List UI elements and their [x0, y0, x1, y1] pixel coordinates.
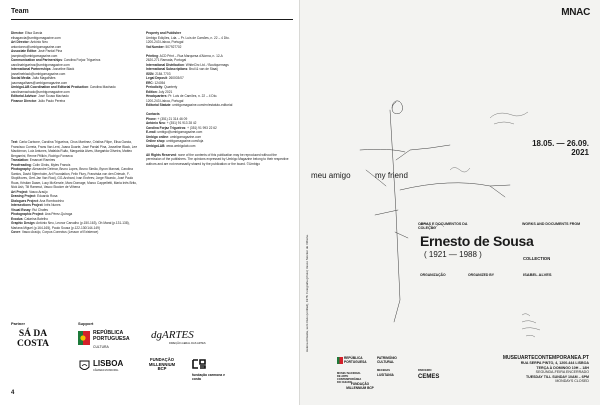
publisher-entry-role: Online shop [146, 139, 165, 143]
team-entry: Editorial Advisor: José Sousa Machado [11, 94, 69, 98]
publisher-entry-value: umbigomagazine.com [169, 134, 202, 139]
sponsor-cemes: CEMES [418, 374, 440, 380]
team-entry-value: carolinamachado@umbigomagazine.com [11, 89, 70, 94]
team-entry: Associate Editor: José Pardal Pina [11, 49, 63, 53]
publisher-entry-value: 507927702 [165, 44, 182, 49]
publisher-entry-role: Headquarters [146, 94, 167, 98]
publisher-entry: International Distribution: WhiteCirc Ltd. / Boutiquemags [146, 62, 229, 67]
top-rule [11, 19, 293, 20]
credit-entry-value: Vasco Araújo, Corpus Conectus (Lesson of Existence) [21, 230, 99, 234]
sponsor-patrimonio: PATRIMÓNIO CULTURAL [377, 356, 397, 364]
curator-name: ISABEL ALVES [523, 272, 552, 277]
sponsor-parceiro: PARCEIRO [418, 369, 432, 372]
credit-entry: Text: Carla Carbone, Carolina Trigueiros, Chus Martínez, Cristina Filipe, Elisa Garcia, Francisco Correia, Frans Van Lent, Joana Duarte, José Pardal Pina, Josseline Black, Lee Mackinnon, Luiz Antunes, Mafalda Ruão, Margarida Alves, Margarida Oliveira, Matteo Bergamini, Renne Pitlikin, Rodrigo Fonseca [11, 140, 138, 158]
lisboa-sub: CÂMARA MUNICIPAL [93, 369, 119, 372]
publisher-entry-value: umbigomagazine.com/loja [166, 139, 204, 143]
title-portuguese: meu amigo [311, 171, 351, 180]
publisher-entry-value: Umbigo Edições, Lda. – Pr. Luís de Camões, n. 22 – 4 Dto. [146, 35, 230, 40]
artist-years: ( 1921 — 1988 ) [424, 250, 482, 259]
sa-da-costa-logo: SÁ DA COSTA [16, 329, 50, 349]
publisher-entry-value: umbigo@umbigomagazine.com [157, 130, 203, 134]
team-entry-value: elisagarcia@umbigomagazine.com [11, 35, 61, 40]
credit-entry: Photographic Project: Ana Pérez-Quiroga [11, 212, 73, 216]
credits-column [11, 140, 141, 235]
publisher-entry-value: + (351) 21 314 46 09 [157, 116, 188, 121]
credit-entry-value: Vasco Araújo [29, 189, 48, 194]
publisher-entry-role: ISSN [146, 71, 154, 76]
publisher-entry-value: www.umbigolab.com [166, 143, 196, 148]
team-entry-value: João Paulo Pereira [37, 98, 66, 103]
team-entry-value: Carolina Forjaz Trigueiros [63, 58, 101, 62]
organizacao-label: ORGANIZAÇÃO [420, 273, 446, 277]
publisher-entry-value: 124054 [154, 80, 166, 85]
hours-pt: TERÇA À DOMINGO 10H – 18H [536, 365, 589, 370]
credit-entry-value: António Neu, Leonor Carvalho (p.150-163), Oh Marai (p.131-138), Mariana Miguel (p.164-165), Paulo Sousa (p.122-130/144-149) [11, 221, 130, 230]
publisher-entry-value: 1200-243 Lisboa, Portugal [146, 98, 184, 103]
support-label: Support [78, 321, 94, 326]
publisher-entry-role: Carolina Forjaz Trigueiros [146, 125, 186, 130]
title-english: my friend [375, 171, 408, 180]
credit-entry: Intersections Project: Inês Nunes [11, 203, 61, 207]
mnac-logo: MNAC [561, 7, 590, 18]
publisher-entry-role: International Subscriptions [146, 67, 188, 71]
credit-entry-role: Drawing Project [11, 194, 36, 198]
sponsor-republica: REPÚBLICA PORTUGUESA [337, 357, 371, 364]
team-title: Team [11, 8, 29, 15]
right-page [300, 0, 600, 405]
publisher-entry-role: Periodicity [146, 85, 163, 89]
team-entry-value: Elisa Garcia [25, 31, 43, 35]
credit-entry-value: Emanuel Ramires [29, 158, 56, 162]
publisher-entry: UmbigoLAB: www.umbigolab.com [146, 143, 196, 148]
credit-entry-role: Photography [11, 167, 31, 171]
lisboa-crest-icon [79, 360, 90, 372]
credit-entry: Translation: Emanuel Ramires [11, 158, 56, 162]
team-entry-value: José Pardal Pina [37, 49, 63, 53]
team-entry: Director: Elisa Garcia [11, 31, 43, 35]
republica-emblem-icon [78, 331, 90, 345]
credit-entry: Dialogues Project: Ana Rombocinho [11, 198, 64, 203]
team-entry: Social Media: João Magalhães [11, 76, 56, 80]
flag-icon [337, 357, 343, 364]
publisher-entry-value: 1200-243 Lisboa, Portugal [146, 40, 184, 44]
team-entry-role: International Partnerships [11, 67, 51, 71]
team-entry-role: Social Media [11, 76, 31, 80]
credit-entry: Drawing Project: Eduardo Rosa [11, 194, 58, 198]
team-entry: International Partnerships: Josseline Black [11, 67, 75, 71]
team-entry-value: João Magalhães [32, 76, 56, 80]
credit-entry-role: Intersections Project [11, 203, 43, 207]
publisher-entry-role: Legal Deposit [146, 76, 167, 80]
sponsor-millennium: FUNDAÇÃO MILLENNIUM BCP [346, 382, 374, 390]
team-entry: Art Director: António Neu [11, 40, 48, 44]
publisher-entry-value: Quarterly [164, 85, 178, 89]
partner-label: Partner [11, 321, 26, 326]
publisher-entry-role: Umbigo online [146, 134, 169, 139]
team-entry-value: josselineblack@umbigomagazine.com [11, 71, 66, 76]
publisher-entry: Vat Number: 507927702 [146, 44, 182, 49]
publisher-entry-role: Printing [146, 53, 159, 58]
team-entry-value: Josseline Black [52, 67, 75, 71]
team-entry-role: Editorial Advisor [11, 94, 37, 98]
team-entry-value: antonioneu@umbigomagazine.com [11, 44, 62, 49]
publisher-entry: Edition: July 2021 [146, 89, 173, 94]
carmona-costa-logo [192, 356, 232, 382]
dates-range: 18.05. — 26.09. [532, 139, 589, 148]
publisher-entry: Printing: ACD Print – Rua Marquesa d'Alorna, n. 12-A [146, 53, 223, 58]
team-entry-role: Director [11, 31, 24, 35]
millennium-logo: FUNDAÇÃO MILLENNIUM BCP [148, 357, 176, 372]
credit-entry-role: Text [11, 140, 18, 144]
publisher-entry: Headquarters: Pr. Luís de Camões, n. 22 – 4 Dto. [146, 94, 218, 98]
publisher-entry-role: Editorial Statute [146, 103, 171, 107]
credit-entry-value: Catarina Botelho [24, 216, 49, 221]
credit-entry: Photography: Alexandre Delmar, Bruno Lopes, Bruno Simão, Byron Mannat, Carolina Santos, David Stjernholm, Art Foundation, Felix Flury, Franziska von den Driesch, F-StopMoves, Gert-Jan Van Rooij, GG-Archard, Ivan Erofeev, Jorge Ricardo, José Paulo Ruas, Kristian Daam, Lucy McKenzie, Marc Domage, Marco Cappelletti, Maria Inês Brito, Nick Ash, Till Rammut, Vasco Stocker de Vilhena [11, 167, 137, 189]
credit-entry-role: Visual Essay [11, 207, 31, 212]
credit-entry-value: Inês Nunes [44, 203, 61, 207]
artist-name: Ernesto de Sousa [420, 233, 534, 249]
publisher-entry-value: WhiteCirc Ltd. / Boutiquemags [185, 62, 229, 67]
museum-website-link[interactable]: MUSEUARTECONTEMPORANEA.PT [502, 355, 589, 361]
credit-entry-role: Graphic Design [11, 221, 35, 225]
closed-en: MONDAYS CLOSED [555, 379, 589, 384]
publisher-entry: Legal Deposit: 260003/07 [146, 76, 184, 80]
publisher-entry-value: 2620-271 Ramada, Portugal [146, 58, 187, 62]
carmona-mark-icon [192, 359, 206, 369]
credit-entry-value: Ana Rombocinho [39, 198, 64, 203]
dgartes-logo [151, 330, 211, 345]
credit-entry-role: Photographic Project [11, 212, 44, 216]
publisher-entry-value: ACD Print – Rua Marquesa d'Alorna, n. 12-A [159, 53, 223, 58]
publisher-entry-role: Vat Number [146, 44, 164, 49]
publisher-entry: Online shop: umbigomagazine.com/loja [146, 139, 204, 143]
publisher-entry: ERC: 124054 [146, 80, 166, 85]
team-entry: Finance Director: João Paulo Pereira [11, 98, 66, 103]
publisher-entry: António Neu: + (351) 91 913 28 42 [146, 121, 197, 125]
publisher-entry-value: 260003/07 [168, 76, 184, 80]
credit-entry-role: Art Project [11, 189, 28, 194]
credit-entry-role: Translation [11, 158, 29, 162]
sponsor-museu: MUSEU NACIONAL DE ARTE CONTEMPORÂNEA DO CHIADO [337, 372, 362, 384]
team-entry-value: António Neu [30, 40, 48, 44]
publisher-entry: Editorial Statute: umbigomagazine.com/en/estatuto-editorial [146, 103, 233, 107]
publisher-entry: International Subscriptions: Bruil & van de Staaij [146, 67, 218, 71]
credit-entry: Visual Essay: Rui Chafes [11, 207, 48, 212]
dgartes-sub: DIREÇÃO-GERAL DAS ARTES [169, 342, 206, 345]
team-entry-value: joaomagalhaes@umbigomagazine.com [11, 80, 68, 85]
credit-entry: Art Project: Vasco Araújo [11, 189, 48, 194]
line-drawing-illustration [300, 0, 600, 405]
team-entry: UmbigoLAB Coordination and Editorial Production: Carolina Machado [11, 85, 116, 89]
publisher-entry: Umbigo online: umbigomagazine.com [146, 134, 202, 139]
publisher-entry: E-mail: umbigo@umbigomagazine.com [146, 130, 203, 134]
credit-entry-value: Eduardo Rosa [37, 194, 58, 198]
publisher-entry-value: Bruil & van de Staaij [189, 67, 218, 71]
credit-entry-value: Rui Chafes [32, 207, 48, 212]
carmona-text: fundação carmona e costa [192, 373, 225, 381]
publisher-entry-role: E-mail [146, 130, 156, 134]
republica-text: REPÚBLICA PORTUGUESA [93, 330, 130, 342]
publisher-entry-role: Contacts [146, 112, 160, 116]
hours-en: TUESDAY TILL SUNDAY 10AM – 6PM [525, 374, 589, 379]
credit-entry-value: Ana Pérez-Quiroga [44, 212, 73, 216]
credit-entry-role: Dialogues Project [11, 198, 38, 203]
publisher-entry-role: UmbigoLAB [146, 143, 165, 148]
team-entry: Communication and Partnerships: Carolina Forjaz Trigueiros [11, 58, 101, 62]
team-entry-value: carolinatrigueiros@umbigomagazine.com [11, 62, 70, 67]
property-column [146, 31, 291, 166]
credit-entry-value: Carla Carbone, Carolina Trigueiros, Chus Martínez, Cristina Filipe, Elisa Garcia, Francisco Correia, Frans Van Lent, Joana Duarte, José Pardal Pina, Josseline Black, Lee Mackinnon, Luiz Antunes, Mafalda Ruão, Margarida Alves, Margarida Oliveira, Matteo Bergamini, Renne Pitlikin, Rodrigo Fonseca [11, 140, 138, 158]
publisher-entry-value: 2184-7703 [155, 71, 171, 76]
credit-entry-value: Alexandre Delmar, Bruno Lopes, Bruno Simão, Byron Mannat, Carolina Santos, David Stjernholm, Art Foundation, Felix Flury, Franziska von den Driesch, F-StopMoves, Gert-Jan Van Rooij, GG-Archard, Ivan Erofeev, Jorge Ricardo, José Paulo Ruas, Kristian Daam, Lucy McKenzie, Marc Domage, Marco Cappelletti, Maria Inês Brito, Nick Ash, Till Rammut, Vasco Stocker de Vilhena [11, 167, 137, 189]
publisher-entry-value: none of the contents of this publication may be reproduced without the permission of the publishers. The opinions expressed by Umbigo Magazine belong to their respective authors and are not necessarily shared by the publication or the board. ©Umbigo [146, 152, 289, 166]
publisher-entry-role: Property and Publisher [146, 31, 182, 35]
page-number: 4 [11, 390, 15, 396]
lisboa-text: LISBOA [93, 359, 124, 368]
team-entry-role: UmbigoLAB Coordination and Editorial Production [11, 85, 89, 89]
credit-entry-value: Colin Ginks, Myles Francis [32, 162, 71, 167]
team-entry-value: José Sousa Machado [38, 94, 69, 98]
publisher-entry-value: + (351) 91 993 22 62 [187, 125, 217, 130]
publisher-entry-value: + (351) 91 913 28 42 [166, 121, 197, 125]
team-entry-value: Carolina Machado [89, 85, 116, 89]
team-entry-role: Finance Director [11, 98, 37, 103]
museum-address: RUA SERPA PINTO, 4, 1200-444 LISBOA [520, 361, 589, 365]
sponsor-mecenas: MECENAS [377, 369, 390, 372]
publisher-entry-role: Phone [146, 116, 156, 121]
publisher-entry: All Rights Reserved: none of the contents of this publication may be reproduced without the permission of the publishers. The opinions expressed by Umbigo Magazine belong to their respective authors and are not necessarily shared by the publication or the board. ©Umbigo [146, 152, 289, 166]
publisher-entry-role: António Neu [146, 121, 165, 125]
team-entry-role: Associate Editor [11, 49, 37, 53]
closed-pt: SEGUNDA-FEIRA ENCERRADO [535, 370, 589, 375]
publisher-entry: Periodicity: Quarterly [146, 85, 178, 89]
vertical-photo-caption: Helena Almeida, sem título (untitled), 1978. Fotografia (photo) Vasco Stocker de Vilhena. [305, 234, 309, 352]
team-entry-role: Art Director [11, 40, 29, 44]
organized-by-label: ORGANIZED BY [468, 273, 494, 277]
publisher-entry-role: ERC [146, 80, 153, 85]
republica-sub: CULTURA [93, 345, 109, 349]
exhibition-dates [532, 139, 589, 157]
publisher-entry-role: All Rights Reserved [146, 152, 177, 157]
subtitle-english: WORKS AND DOCUMENTS FROM [522, 222, 581, 226]
sponsor-lusitania: LUSITANIA [377, 373, 394, 377]
publisher-entry: ISSN: 2184-7703 [146, 71, 171, 76]
credit-entry: Proofreading: Colin Ginks, Myles Francis [11, 162, 71, 167]
credit-entry: Graphic Design: António Neu, Leonor Carvalho (p.150-163), Oh Marai (p.131-138), Mariana Miguel (p.164-165), Paulo Sousa (p.122-130/144-149) [11, 221, 130, 230]
credit-entry: Exodus: Catarina Botelho [11, 216, 49, 221]
publisher-entry-value: Pr. Luís de Camões, n. 22 – 4 Dto. [168, 94, 218, 98]
publisher-entry-value: July 2021 [158, 89, 173, 94]
publisher-entry: Phone: + (351) 21 314 46 09 [146, 116, 188, 121]
subtitle-portuguese: OBRAS E DOCUMENTOS DA COLEÇÃO [418, 222, 468, 231]
publisher-entry: Carolina Forjaz Trigueiros: + (351) 91 993 22 62 [146, 125, 217, 130]
team-entry-value: josepina@umbigomagazine.com [11, 53, 58, 58]
dates-year: 2021 [571, 148, 589, 157]
museum-info [503, 355, 589, 384]
collection-label: COLLECTION [523, 256, 551, 261]
team-entry-role: Communication and Partnerships [11, 58, 63, 62]
dgartes-text: dgARTES [151, 329, 194, 341]
publisher-entry-role: International Distribution [146, 62, 184, 67]
credit-entry: Cover: Vasco Araújo, Corpus Conectus (Lesson of Existence) [11, 230, 99, 234]
credit-entry-role: Cover [11, 230, 21, 234]
team-column [11, 31, 136, 103]
publisher-entry-value: umbigomagazine.com/en/estatuto-editorial [172, 103, 233, 107]
publisher-entry-role: Edition [146, 89, 157, 94]
credit-entry-role: Proofreading [11, 162, 31, 167]
credit-entry-role: Exodus [11, 216, 23, 221]
